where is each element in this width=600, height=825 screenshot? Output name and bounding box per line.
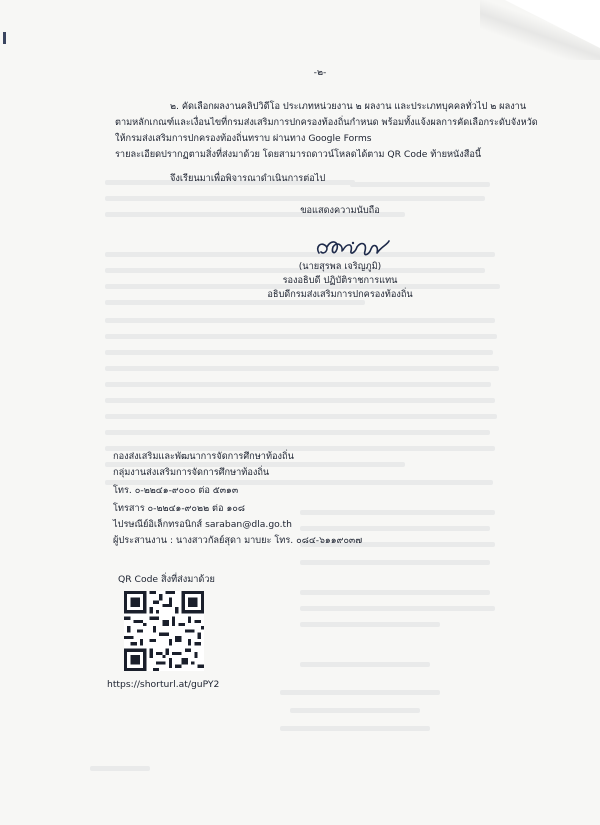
body-line-2: ตามหลักเกณฑ์และเงื่อนไขที่กรมส่งเสริมการปกครองท้องถิ่นกำหนด พร้อมทั้งแจ้งผลการคัดเลือกระดับจังหวัด	[115, 117, 538, 128]
page-fold-corner	[505, 0, 600, 48]
group-name: กลุ่มงานส่งเสริมการจัดการศึกษาท้องถิ่น	[113, 467, 270, 478]
closing-line: จึงเรียนมาเพื่อพิจารณาดำเนินการต่อไป	[170, 173, 326, 184]
regards-text: ขอแสดงความนับถือ	[300, 205, 380, 216]
coordinator-line: ผู้ประสานงาน : นางสาวกัลย์สุดา มาบยะ โทร. ๐๘๔-๖๑๑๙๐๓๗	[113, 535, 363, 546]
division-name: กองส่งเสริมและพัฒนาการจัดการศึกษาท้องถิ่น	[113, 451, 294, 462]
body-line-4: รายละเอียดปรากฏตามสิ่งที่ส่งมาด้วย โดยสามารถดาวน์โหลดได้ตาม QR Code ท้ายหนังสือนี้	[115, 149, 482, 160]
signer-position-2: อธิบดีกรมส่งเสริมการปกครองท้องถิ่น	[267, 289, 413, 300]
signer-position-1: รองอธิบดี ปฏิบัติราชการแทน	[282, 275, 398, 286]
signer-name: (นายสุรพล เจริญภูมิ)	[298, 261, 382, 272]
edge-mark	[3, 32, 6, 44]
page-number: -๒-	[313, 67, 327, 78]
qr-url: https://shorturl.at/guPY2	[107, 679, 220, 690]
email-line: ไปรษณีย์อิเล็กทรอนิกส์ saraban@dla.go.th	[113, 519, 292, 530]
qr-code-image	[124, 591, 204, 671]
phone-line: โทร. ๐-๒๒๔๑-๙๐๐๐ ต่อ ๕๓๑๓	[113, 485, 239, 496]
body-line-3: ให้กรมส่งเสริมการปกครองท้องถิ่นทราบ ผ่านทาง Google Forms	[115, 133, 372, 144]
body-line-1: ๒. คัดเลือกผลงานคลิปวิดีโอ ประเภทหน่วยงาน ๒ ผลงาน และประเภทบุคคลทั่วไป ๒ ผลงาน	[170, 101, 527, 112]
fax-line: โทรสาร ๐-๒๒๔๑-๙๐๒๒ ต่อ ๑๐๘	[113, 503, 245, 514]
qr-caption: QR Code สิ่งที่ส่งมาด้วย	[118, 574, 215, 585]
signature-image	[313, 233, 393, 263]
